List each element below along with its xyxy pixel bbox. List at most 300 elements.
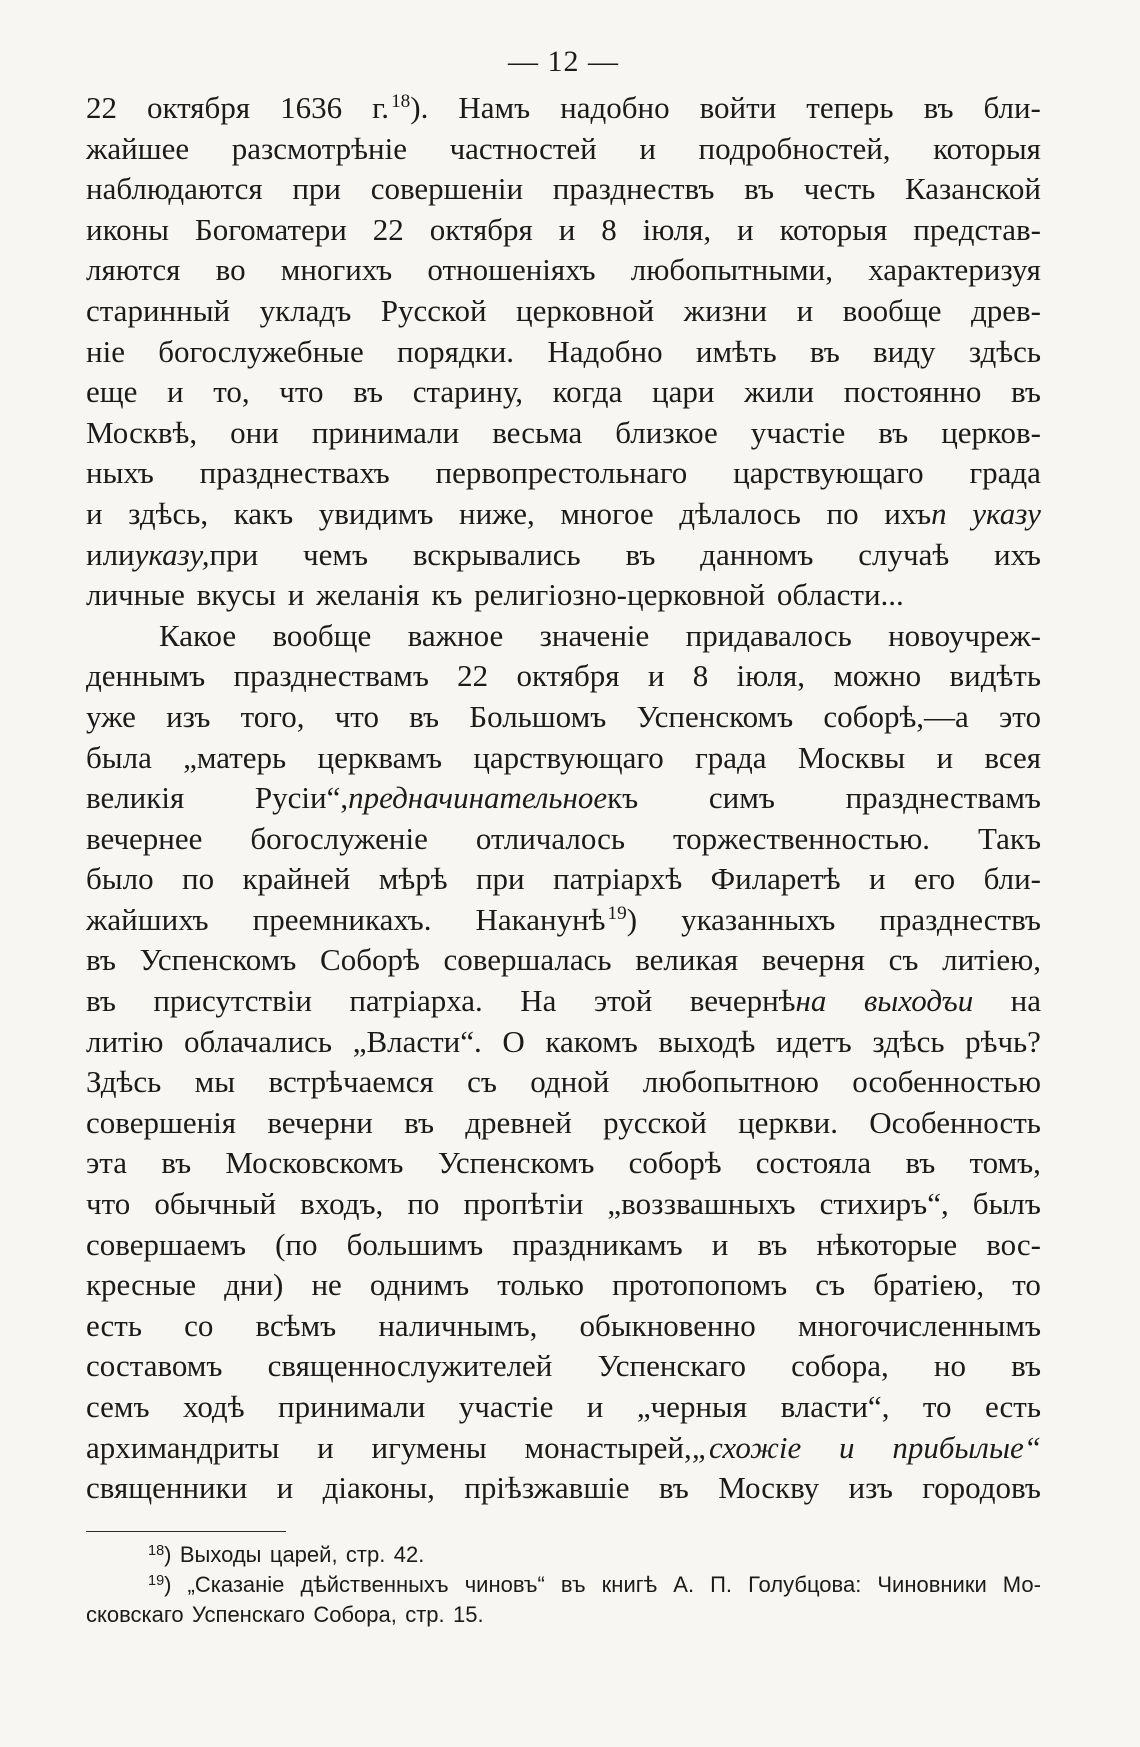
body-text bbox=[86, 88, 1041, 1509]
word: что bbox=[86, 1186, 131, 1222]
word: октября bbox=[516, 658, 620, 694]
footnote-line bbox=[86, 1540, 1041, 1570]
word: былъ bbox=[972, 1186, 1041, 1222]
text-line bbox=[86, 291, 1041, 332]
italic-word: прибылые“ bbox=[892, 1429, 1041, 1465]
word: книгѣ bbox=[601, 1571, 658, 1597]
text-line bbox=[86, 453, 1041, 494]
italic-word: „схожіе bbox=[691, 1429, 802, 1465]
word: жили bbox=[744, 374, 815, 410]
word: совершаемъ bbox=[86, 1226, 247, 1262]
word: встрѣчаемся bbox=[268, 1064, 434, 1100]
word: Успенскаго bbox=[192, 1601, 305, 1627]
word: ныхъ bbox=[86, 455, 154, 491]
word: „черныя bbox=[636, 1389, 748, 1424]
word: одной bbox=[530, 1064, 610, 1100]
word: церквамъ bbox=[317, 739, 443, 775]
word: жайшихъ bbox=[86, 901, 209, 937]
word: того, bbox=[240, 698, 305, 734]
word: Чиновники bbox=[877, 1571, 987, 1597]
word: по bbox=[407, 1186, 440, 1222]
word: рѣчь? bbox=[965, 1023, 1041, 1059]
word: они bbox=[230, 414, 279, 450]
word: Москвы bbox=[797, 739, 906, 775]
word: іюля, bbox=[736, 658, 806, 694]
text-line bbox=[86, 88, 1041, 129]
text-line bbox=[86, 1468, 1041, 1509]
word: любопытною bbox=[642, 1064, 819, 1100]
italic-word: предначинательное bbox=[348, 780, 608, 816]
word: всея bbox=[984, 739, 1041, 775]
word: чиновъ“ bbox=[464, 1571, 545, 1597]
word: бли- bbox=[983, 90, 1041, 125]
text-line bbox=[86, 738, 1041, 779]
word: ) bbox=[164, 1541, 172, 1567]
word: старинный bbox=[86, 292, 231, 328]
word: отличалось bbox=[475, 820, 626, 856]
word: было bbox=[86, 861, 154, 897]
word: представ- bbox=[913, 211, 1041, 247]
word: при bbox=[292, 171, 342, 207]
word: симъ bbox=[708, 780, 775, 816]
word: при bbox=[475, 861, 525, 897]
word: но bbox=[933, 1348, 966, 1384]
word: съ bbox=[815, 1267, 846, 1303]
word: облачались bbox=[184, 1023, 333, 1059]
word: виду bbox=[873, 333, 936, 369]
word: съ bbox=[467, 1064, 497, 1100]
word: вообще bbox=[272, 617, 372, 653]
word: то bbox=[1012, 1267, 1041, 1303]
word: Казанской bbox=[904, 171, 1041, 207]
word: 22 bbox=[372, 211, 404, 247]
text-line bbox=[86, 169, 1041, 210]
word: къ bbox=[607, 780, 639, 816]
word: характеризуя bbox=[868, 252, 1041, 288]
word: богослужебные bbox=[158, 333, 364, 369]
word: архимандриты bbox=[86, 1429, 280, 1465]
word: которыя bbox=[933, 130, 1041, 166]
word: въ bbox=[658, 1470, 689, 1506]
word: уже bbox=[86, 698, 136, 734]
word: имѣть bbox=[695, 333, 777, 369]
word: есть bbox=[86, 1307, 142, 1343]
word: мѣрѣ bbox=[378, 861, 448, 897]
footnote-marker: 19 bbox=[607, 903, 627, 925]
word: Филаретѣ bbox=[710, 861, 841, 897]
text-line bbox=[86, 859, 1041, 900]
word: празднествахъ bbox=[199, 455, 390, 491]
word: празднествъ bbox=[879, 901, 1041, 937]
word: городовъ bbox=[922, 1470, 1041, 1506]
word: и bbox=[167, 374, 184, 410]
italic-word: указу, bbox=[134, 536, 210, 572]
word: илиуказу,при bbox=[86, 535, 258, 576]
word: указанныхъ bbox=[681, 901, 836, 937]
word: Такъ bbox=[977, 820, 1041, 856]
word: вкусы bbox=[196, 577, 276, 613]
word: праздникамъ bbox=[512, 1226, 683, 1262]
word: придавалось bbox=[685, 617, 852, 653]
text-line bbox=[86, 697, 1041, 738]
word: постоянно bbox=[843, 374, 982, 410]
footnote-line bbox=[86, 1600, 1041, 1630]
word: семъ bbox=[86, 1389, 150, 1424]
word: области... bbox=[776, 577, 904, 613]
text-line bbox=[86, 1143, 1041, 1184]
word: и bbox=[936, 739, 954, 775]
word: Намъ bbox=[458, 90, 531, 125]
word: изъ bbox=[848, 1470, 893, 1506]
word: Москвѣ, bbox=[86, 414, 198, 450]
word: значеніе bbox=[539, 617, 650, 653]
word: и bbox=[796, 292, 814, 328]
word: старину, bbox=[412, 374, 523, 410]
word: въ bbox=[625, 536, 656, 572]
word: Русіи“,предначинательноекъ bbox=[255, 778, 638, 819]
text-line bbox=[86, 1265, 1041, 1306]
page-number: — 12 — bbox=[508, 45, 619, 78]
text-line bbox=[86, 1225, 1041, 1266]
word: въ bbox=[353, 374, 384, 410]
word: со bbox=[184, 1307, 214, 1343]
word: этой bbox=[593, 983, 653, 1019]
word: не bbox=[311, 1267, 342, 1303]
word: укладъ bbox=[259, 292, 352, 328]
word: въ bbox=[86, 942, 116, 978]
word: участіе bbox=[750, 414, 846, 450]
word: 1636 bbox=[280, 90, 343, 125]
word: по bbox=[826, 495, 859, 531]
text-line bbox=[86, 900, 1041, 941]
word: Большомъ bbox=[469, 698, 607, 734]
footnote-marker: 18 bbox=[148, 1542, 165, 1559]
word: На bbox=[520, 983, 557, 1019]
word: стр. bbox=[405, 1601, 445, 1627]
word: при bbox=[209, 536, 259, 572]
word: и bbox=[317, 1429, 334, 1465]
word: принимали bbox=[277, 1389, 426, 1424]
word: священники bbox=[86, 1470, 248, 1506]
word: первопрестольнаго bbox=[435, 455, 688, 491]
word: это bbox=[999, 698, 1041, 734]
word: великія bbox=[86, 780, 185, 816]
word: литіею, bbox=[942, 942, 1041, 978]
italic-word: на bbox=[795, 983, 827, 1019]
word: и bbox=[647, 658, 665, 694]
word: ) bbox=[626, 901, 638, 937]
word: на bbox=[1010, 983, 1041, 1019]
word: празднествамъ bbox=[233, 658, 429, 694]
word: составомъ bbox=[86, 1348, 223, 1384]
italic-word: п bbox=[931, 495, 947, 531]
word: „воззвашныхъ bbox=[607, 1186, 796, 1222]
word: соборѣ,—а bbox=[823, 698, 969, 734]
book-page bbox=[86, 36, 1041, 1716]
word: его bbox=[913, 861, 956, 897]
word: совершалась bbox=[443, 942, 612, 978]
word: пріѣзжавшіе bbox=[464, 1470, 630, 1506]
word: „Власти“. bbox=[352, 1023, 482, 1059]
word: братіею, bbox=[873, 1267, 985, 1303]
text-line bbox=[86, 616, 1041, 657]
word: и bbox=[287, 577, 305, 613]
word: и bbox=[639, 130, 656, 166]
word: протопопомъ bbox=[612, 1267, 788, 1303]
word: богослуженіе bbox=[250, 820, 428, 856]
word: большимъ bbox=[346, 1226, 484, 1262]
word: Успенскомъ bbox=[636, 698, 794, 734]
word: иконы bbox=[86, 211, 169, 247]
text-line bbox=[86, 656, 1041, 697]
text-line bbox=[86, 819, 1041, 860]
word: 22 bbox=[86, 90, 117, 125]
word: А. bbox=[673, 1571, 695, 1597]
word: къ bbox=[431, 577, 463, 613]
word: обычный bbox=[154, 1186, 277, 1222]
word: входъ, bbox=[300, 1186, 384, 1222]
word: и bbox=[868, 861, 886, 897]
text-line bbox=[86, 1103, 1041, 1144]
text-line bbox=[86, 494, 1041, 535]
word: царствующаго bbox=[733, 455, 924, 491]
text-line bbox=[86, 332, 1041, 373]
word: 8 bbox=[601, 211, 617, 247]
word: 22 bbox=[457, 658, 489, 694]
word: Особенность bbox=[869, 1104, 1041, 1140]
word: что bbox=[334, 698, 379, 734]
word: цари bbox=[651, 374, 715, 410]
word: древ- bbox=[970, 292, 1041, 328]
word: любопытными, bbox=[630, 252, 833, 288]
word: Богоматери bbox=[194, 211, 347, 247]
word: частностей bbox=[449, 130, 597, 166]
word: съ bbox=[888, 942, 919, 978]
word: важное bbox=[407, 617, 504, 653]
word: по bbox=[181, 861, 215, 897]
word: здѣсь bbox=[872, 1023, 945, 1059]
word: Успенскомъ bbox=[139, 942, 297, 978]
word: собора, bbox=[791, 1348, 889, 1384]
word: ихъп bbox=[884, 494, 946, 535]
word: участіе bbox=[458, 1389, 554, 1424]
word: 15. bbox=[453, 1601, 484, 1627]
word: Успенскомъ bbox=[437, 1145, 595, 1181]
word: дѣйственныхъ bbox=[300, 1571, 449, 1597]
word: идетъ bbox=[776, 1023, 852, 1059]
word: есть bbox=[985, 1389, 1041, 1424]
word: эта bbox=[86, 1145, 127, 1181]
word bbox=[148, 1540, 171, 1573]
word: выходѣ bbox=[658, 1023, 756, 1059]
word: жайшее bbox=[86, 130, 190, 166]
text-line bbox=[86, 1346, 1041, 1387]
word: въ bbox=[161, 1145, 192, 1181]
word: вечернее bbox=[86, 820, 203, 856]
italic-word: указу bbox=[972, 495, 1041, 531]
word: древней bbox=[465, 1104, 572, 1140]
word: празднествъ bbox=[552, 171, 715, 207]
word: стихиръ“, bbox=[819, 1186, 949, 1222]
word: войти bbox=[699, 90, 777, 125]
word: которыя bbox=[779, 211, 888, 247]
word: когда bbox=[552, 374, 623, 410]
word: въ bbox=[809, 333, 840, 369]
text-line bbox=[86, 413, 1041, 454]
word: многочисленнымъ bbox=[797, 1307, 1041, 1343]
word: вскрывались bbox=[412, 536, 581, 572]
word bbox=[148, 1570, 171, 1603]
text-line bbox=[86, 778, 1041, 819]
word: въ bbox=[744, 171, 775, 207]
word: изъ bbox=[166, 698, 211, 734]
word: въ bbox=[757, 1226, 788, 1262]
word: кресные bbox=[86, 1267, 197, 1303]
word: Здѣсь bbox=[86, 1064, 162, 1100]
italic-word: и bbox=[839, 1429, 855, 1465]
word: власти“, bbox=[780, 1389, 890, 1424]
word: преемникахъ. bbox=[252, 901, 432, 937]
word: Наканунѣ $^{19}$) bbox=[476, 900, 638, 946]
word: патріархѣ bbox=[553, 861, 683, 897]
word: случаѣ bbox=[858, 536, 950, 572]
word: религіозно-церковной bbox=[474, 577, 766, 613]
word: въ bbox=[905, 1145, 936, 1181]
word: Мо- bbox=[1002, 1571, 1041, 1597]
word: совершенія bbox=[86, 1104, 237, 1140]
word: великая bbox=[635, 942, 739, 978]
word: г. $^{18}$). bbox=[372, 88, 428, 134]
word: русской bbox=[603, 1104, 707, 1140]
text-line bbox=[86, 535, 1041, 576]
word: Собора, bbox=[313, 1601, 397, 1627]
word: (по bbox=[275, 1226, 318, 1262]
word: царей, bbox=[269, 1541, 338, 1567]
word: томъ, bbox=[969, 1145, 1041, 1181]
word: порядки. bbox=[397, 333, 515, 369]
footnote-divider bbox=[86, 1531, 286, 1532]
word: можно bbox=[833, 658, 922, 694]
text-line bbox=[86, 129, 1041, 170]
text-line bbox=[86, 1387, 1041, 1428]
word: патріарха. bbox=[349, 983, 483, 1019]
word: въ bbox=[404, 1104, 434, 1140]
word: совершеніи bbox=[370, 171, 524, 207]
word: стр. bbox=[345, 1541, 386, 1567]
word: ). bbox=[410, 90, 429, 125]
word: Русской bbox=[380, 292, 487, 328]
word: Московскомъ bbox=[225, 1145, 404, 1181]
word: ляются bbox=[86, 252, 181, 288]
word: то, bbox=[213, 374, 250, 410]
word: теперь bbox=[806, 90, 894, 125]
word: Успенскаго bbox=[597, 1348, 747, 1384]
text-line bbox=[86, 210, 1041, 251]
word: увидимъ bbox=[318, 495, 434, 531]
word: состояла bbox=[755, 1145, 872, 1181]
word: вечерня bbox=[761, 942, 865, 978]
word: жизни bbox=[683, 292, 768, 328]
word: была bbox=[86, 739, 152, 775]
word: въ bbox=[878, 414, 909, 450]
footnote-marker: 18 bbox=[391, 91, 411, 113]
word: ходѣ bbox=[183, 1389, 245, 1424]
word: выходъи bbox=[864, 981, 973, 1022]
word: церкви. bbox=[738, 1104, 838, 1140]
word: весьма bbox=[492, 414, 583, 450]
word: Соборѣ bbox=[320, 942, 420, 978]
word: бли- bbox=[983, 861, 1041, 897]
word: Надобно bbox=[547, 333, 663, 369]
text-line bbox=[86, 981, 1041, 1022]
word: ніе bbox=[86, 333, 125, 369]
footnote-marker: 19 bbox=[148, 1572, 165, 1589]
word: вос- bbox=[986, 1226, 1041, 1262]
word: „Сказаніе bbox=[187, 1571, 285, 1597]
word: въ bbox=[923, 90, 954, 125]
text-line bbox=[86, 940, 1041, 981]
word: какомъ bbox=[545, 1023, 638, 1059]
word: видѣть bbox=[949, 658, 1041, 694]
word: многихъ bbox=[280, 252, 393, 288]
word: града bbox=[969, 455, 1041, 491]
word: разсмотрѣніе bbox=[231, 130, 407, 166]
footnotes bbox=[86, 1540, 1041, 1630]
word: нѣкоторые bbox=[816, 1226, 958, 1262]
word: чемъ bbox=[303, 536, 368, 572]
word: желанія bbox=[316, 577, 420, 613]
word: дѣлалось bbox=[679, 495, 801, 531]
word: ихъ bbox=[994, 536, 1041, 572]
footnote-line bbox=[86, 1570, 1041, 1600]
word: присутствіи bbox=[153, 983, 312, 1019]
word: церковной bbox=[516, 292, 655, 328]
word: Голубцова: bbox=[748, 1571, 862, 1597]
word: монастырей,„схожіе bbox=[525, 1428, 802, 1469]
word: здѣсь bbox=[968, 333, 1041, 369]
word: въ bbox=[86, 983, 116, 1019]
word: діаконы, bbox=[322, 1470, 435, 1506]
word: торжественностью. bbox=[673, 820, 931, 856]
word: честь bbox=[803, 171, 876, 207]
word: и bbox=[957, 983, 974, 1019]
word: соборѣ bbox=[628, 1145, 722, 1181]
word: священнослужителей bbox=[267, 1348, 553, 1384]
word: и bbox=[737, 211, 754, 247]
word: „матерь bbox=[183, 739, 287, 775]
word: града bbox=[695, 739, 767, 775]
word: новоучреж- bbox=[888, 617, 1041, 653]
word: ниже, bbox=[459, 495, 535, 531]
word: что bbox=[279, 374, 324, 410]
word: наблюдаются bbox=[86, 171, 263, 207]
word: близкое bbox=[615, 414, 718, 450]
word: О bbox=[502, 1023, 525, 1059]
word: крайней bbox=[242, 861, 351, 897]
word: и bbox=[711, 1226, 729, 1262]
text-line bbox=[86, 575, 1041, 616]
word: во bbox=[215, 252, 246, 288]
word: какъ bbox=[233, 495, 294, 531]
word: въ bbox=[1011, 1348, 1041, 1384]
word: въ bbox=[560, 1571, 586, 1597]
text-line bbox=[86, 1428, 1041, 1469]
word: многое bbox=[560, 495, 654, 531]
word: принимали bbox=[311, 414, 460, 450]
text-line bbox=[86, 1184, 1041, 1225]
word: пропѣтіи bbox=[463, 1186, 584, 1222]
word: всѣмъ bbox=[255, 1307, 337, 1343]
